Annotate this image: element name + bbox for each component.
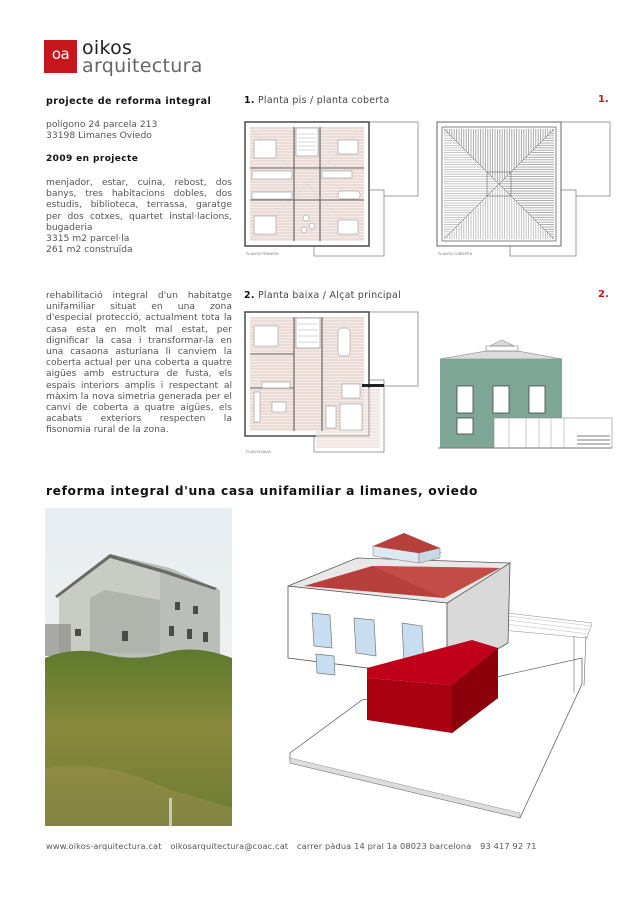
section-1-right-number: 1. — [598, 94, 609, 105]
section-2-heading — [244, 290, 401, 301]
area-plot: 3315 m2 parcel·la — [46, 233, 130, 245]
section-1-label: Planta pis / planta coberta — [257, 95, 390, 106]
project-status: 2009 en projecte — [46, 154, 139, 164]
main-title: reforma integral d'una casa unifamiliar a limanes, oviedo — [46, 484, 479, 498]
section-2-number: 2. — [244, 290, 255, 301]
plan-caption-primera: PLANTA PRIMERA — [246, 252, 279, 256]
footer-email-link[interactable]: oikosarquitectura@coac.cat — [170, 841, 289, 851]
address-line2: 33198 Limanes Oviedo — [46, 130, 152, 142]
project-address — [46, 119, 232, 141]
existing-house-photo — [45, 508, 232, 826]
address-line1: polígono 24 parcela 213 — [46, 119, 158, 130]
section-1-heading — [244, 95, 390, 106]
section-2-right-number: 2. — [598, 289, 609, 300]
roof-plan — [434, 118, 614, 258]
logo-line1: oikos — [82, 37, 133, 59]
floor-plan-first-floor — [242, 118, 422, 258]
logo-mark-text: oa — [51, 45, 70, 63]
footer — [46, 841, 543, 851]
logo-line2: arquitectura — [82, 55, 203, 77]
project-title: projecte de reforma integral — [46, 96, 212, 107]
project-program-block — [46, 177, 232, 255]
project-description: rehabilitació integral d'un habitatge unifamiliar situat en una zona d'especial protecció, actualment tota la casa esta en molt mal estat, per dignificar la casa i transformar-la en una casaona asturiana li canviem la coberta actual per una coberta a quatre aigües amb estructura de fusta, els espais interiors amplis i respectant al màxim la nova simetria generada per el canvi de coberta a quatre aigües, els acabats exteriors respecten la fisonomia rural de la zona. — [46, 290, 232, 436]
area-built: 261 m2 construïda — [46, 244, 133, 256]
footer-phone: 93 417 92 71 — [480, 841, 537, 851]
3d-model-render — [262, 508, 622, 826]
logo-mark — [44, 40, 77, 73]
section-1-number: 1. — [244, 95, 255, 106]
section-2-label: Planta baixa / Alçat principal — [257, 290, 402, 301]
plan-caption-cubierta: PLANTA CUBIERTA — [438, 252, 473, 256]
plan-caption-baja: PLANTA BAJA — [246, 450, 271, 454]
footer-website-link[interactable]: www.oikos-arquitectura.cat — [46, 841, 162, 851]
project-program: menjador, estar, cuina, rebost, dos banys, tres habitacions dobles, dos estudis, biblioteca, terrassa, garatge per dos cotxes, quartet instal·lacions, bugaderia — [46, 177, 232, 233]
footer-address: carrer pàdua 14 pral 1a 08023 barcelona — [297, 841, 472, 851]
floor-plan-ground-floor — [242, 308, 422, 458]
main-elevation — [434, 318, 614, 458]
